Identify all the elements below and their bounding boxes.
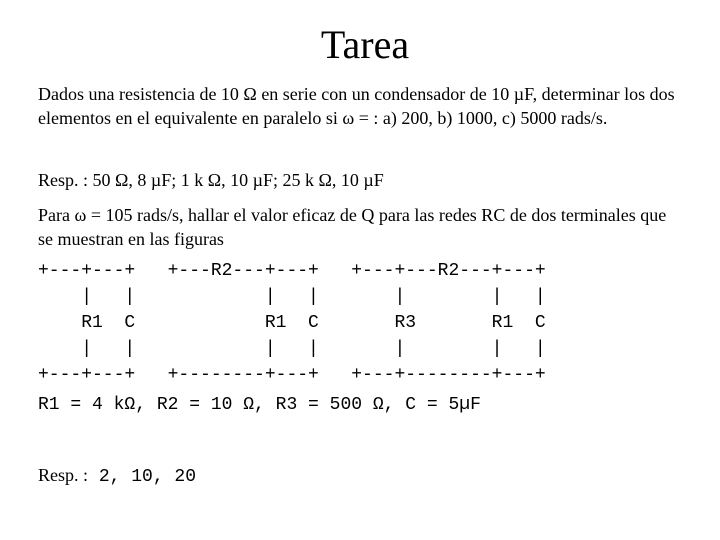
problem2-answer-values: 2, 10, 20: [88, 467, 197, 487]
component-values: R1 = 4 kΩ, R2 = 10 Ω, R3 = 500 Ω, C = 5µF: [38, 395, 481, 415]
problem2-statement: Para ω = 105 rads/s, hallar el valor eficaz de Q para las redes RC de dos terminales que se muestran en las figuras: [38, 205, 667, 249]
problem1-answer: Resp. : 50 Ω, 8 µF; 1 k Ω, 10 µF; 25 k Ω, 10 µF: [38, 170, 384, 190]
problem1-statement: Dados una resistencia de 10 Ω en serie con un condensador de 10 µF, determinar los dos elementos en el equivalente en paralelo si ω = : a) 200, b) 1000, c) 5000 rads/s.: [38, 84, 675, 128]
slide-title: Tarea: [320, 22, 410, 67]
circuit-diagrams: +---+---+ +---R2---+---+ +---+---R2---+---+ | | | | | | | R1 C R1 C R3 R1 C | | | | | | | +---+---+ +--------+---+ +---+--------+---+: [38, 261, 546, 385]
problem2-answer: [38, 463, 196, 489]
problem2-answer-label: Resp. :: [38, 465, 89, 485]
